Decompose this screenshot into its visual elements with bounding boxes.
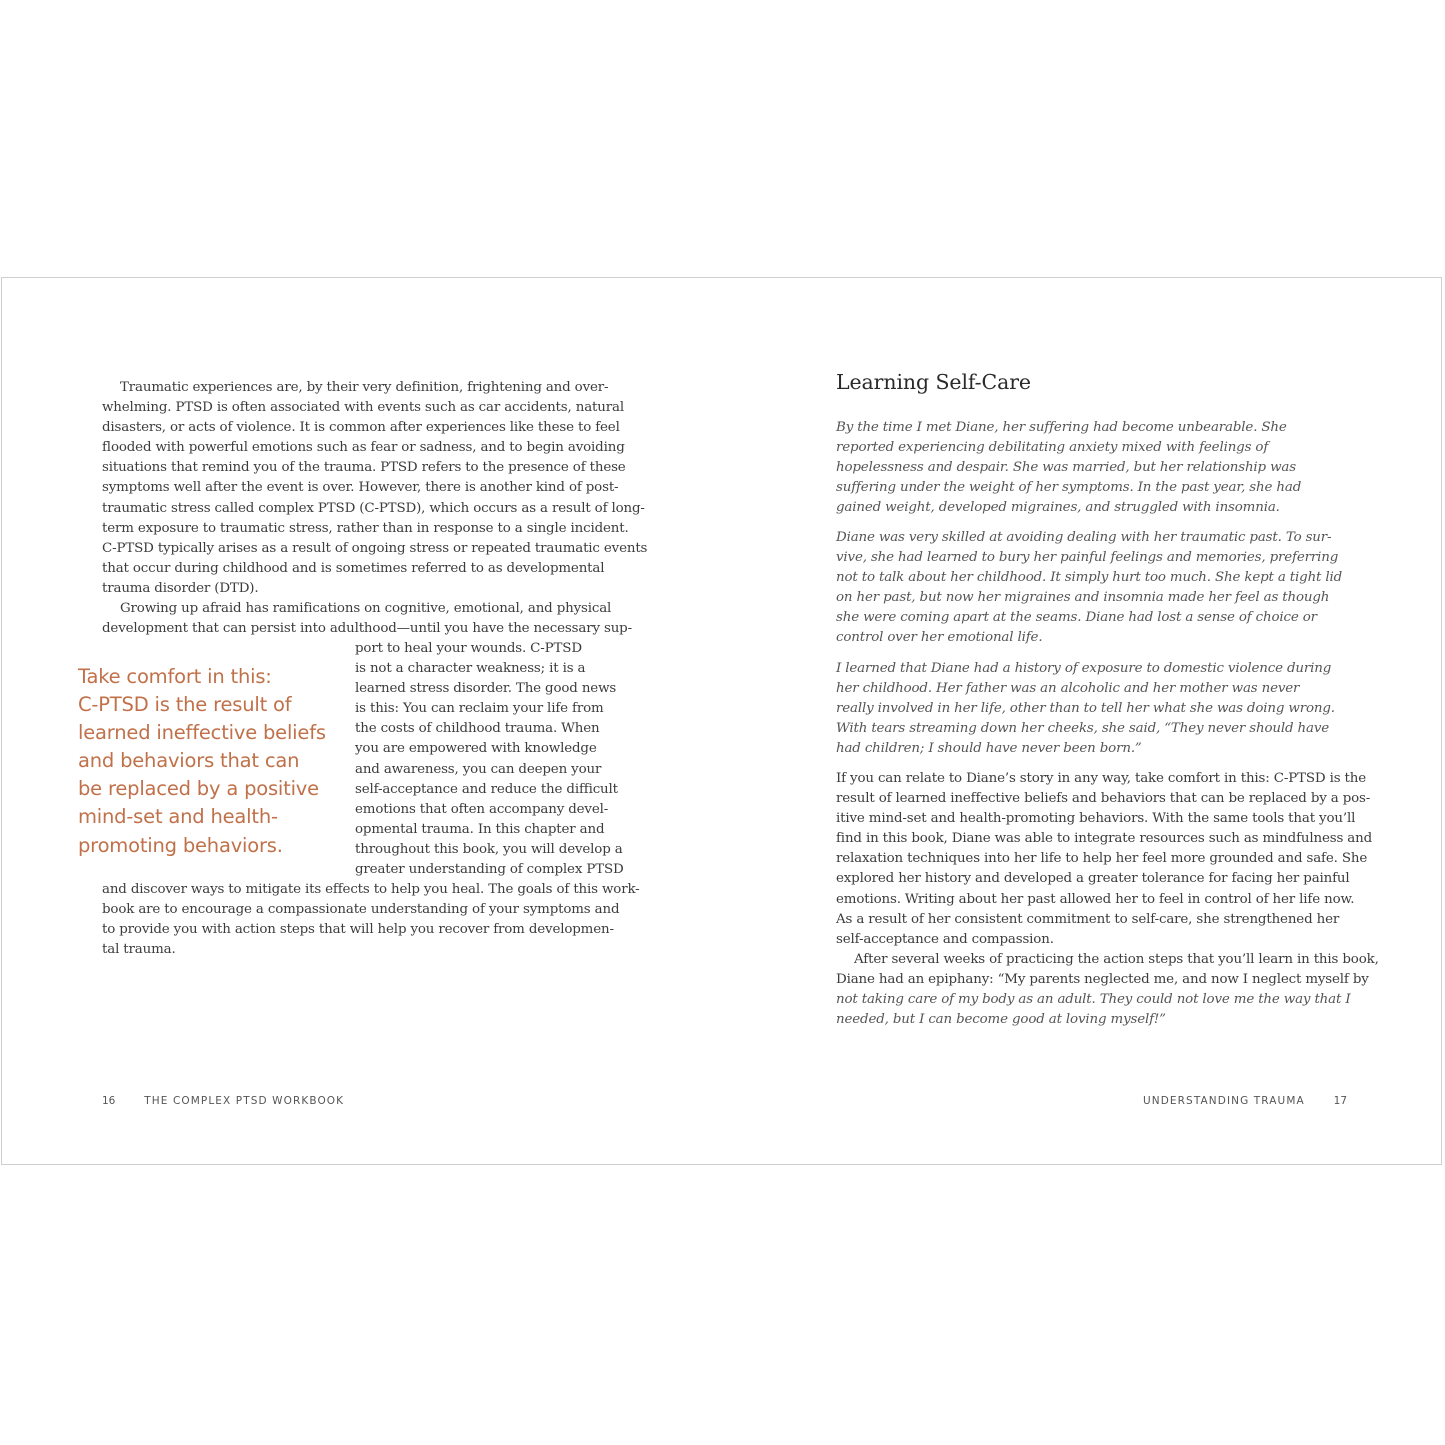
text-line: flooded with powerful emotions such as fear or sadness, and to begin avoiding (102, 440, 625, 456)
text-line: learned stress disorder. The good news (355, 681, 617, 697)
text-line: opmental trauma. In this chapter and (355, 821, 605, 837)
text-line: really involved in her life, other than to tell her what she was doing wrong. (836, 701, 1335, 717)
text-line: After several weeks of practicing the action steps that you’ll learn in this book, (854, 952, 1379, 967)
text-line: and awareness, you can deepen your (355, 761, 602, 777)
pull-quote-line: promoting behaviors. (78, 833, 283, 857)
text-line: tal trauma. (102, 942, 176, 958)
text-line: emotions that often accompany devel- (355, 801, 609, 817)
text-line: whelming. PTSD is often associated with events such as car accidents, natural (102, 400, 624, 416)
text-line: needed, but I can become good at loving myself!” (836, 1012, 1166, 1028)
pull-quote-line: and behaviors that can (78, 749, 300, 773)
text-line: Diane was very skilled at avoiding dealing with her traumatic past. To sur- (836, 530, 1332, 545)
text-line: is this: You can reclaim your life from (355, 701, 604, 717)
text-line: and discover ways to mitigate its effects to help you heal. The goals of this work- (102, 882, 640, 897)
running-title: UNDERSTANDING TRAUMA (1143, 1095, 1305, 1107)
right-paragraph-4 (836, 769, 1372, 950)
text-line: Growing up afraid has ramifications on cognitive, emotional, and physical (120, 601, 612, 617)
text-line: traumatic stress called complex PTSD (C-PTSD), which occurs as a result of long- (102, 500, 645, 516)
pull-quote-line: learned ineffective beliefs (78, 721, 326, 745)
text-line: As a result of her consistent commitment to self-care, she strengthened her (836, 911, 1340, 927)
text-line: book are to encourage a compassionate understanding of your symptoms and (102, 902, 620, 918)
text-line: situations that remind you of the trauma. PTSD refers to the presence of these (102, 460, 626, 476)
text-line: disasters, or acts of violence. It is common after experiences like these to feel (102, 420, 620, 436)
left-paragraph-2-narrow (355, 639, 624, 880)
text-line: to provide you with action steps that will help you recover from developmen- (102, 922, 614, 938)
right-paragraph-5 (836, 950, 1379, 1030)
story-paragraph-2 (836, 528, 1342, 649)
pull-quote-line: C-PTSD is the result of (78, 693, 292, 717)
text-line: By the time I met Diane, her suffering had become unbearable. She (836, 420, 1287, 435)
text-line: Diane had an epiphany: “My parents neglected me, and now I neglect myself by (836, 972, 1369, 988)
text-line: relaxation techniques into her life to help her feel more grounded and safe. She (836, 851, 1368, 867)
text-line: you are empowered with knowledge (355, 741, 597, 757)
text-line: on her past, but now her migraines and insomnia made her feel as though (836, 590, 1330, 606)
text-line: trauma disorder (DTD). (102, 580, 259, 596)
text-line: I learned that Diane had a history of exposure to domestic violence during (836, 661, 1332, 676)
running-title: THE COMPLEX PTSD WORKBOOK (144, 1095, 345, 1107)
text-line: symptoms well after the event is over. However, there is another kind of post- (102, 480, 619, 496)
text-line: greater understanding of complex PTSD (355, 862, 624, 878)
text-line: development that can persist into adulthood—until you have the necessary sup- (102, 621, 632, 637)
text-line: self-acceptance and reduce the difficult (355, 781, 618, 797)
page-number: 17 (1333, 1095, 1348, 1107)
text-line: reported experiencing debilitating anxiety mixed with feelings of (836, 440, 1269, 456)
text-line: result of learned ineffective beliefs and behaviors that can be replaced by a pos- (836, 791, 1371, 807)
text-line: emotions. Writing about her past allowed her to feel in control of her life now. (836, 891, 1355, 907)
text-line: she were coming apart at the seams. Diane had lost a sense of choice or (836, 610, 1317, 626)
pull-quote (78, 663, 326, 860)
text-line: hopelessness and despair. She was married, but her relationship was (836, 460, 1296, 476)
text-line: control over her emotional life. (836, 630, 1043, 646)
text-line: If you can relate to Diane’s story in any way, take comfort in this: C-PTSD is the (836, 771, 1367, 786)
pull-quote-line: Take comfort in this: (78, 665, 272, 688)
pull-quote-line: mind-set and health- (78, 805, 278, 829)
text-line: is not a character weakness; it is a (355, 661, 586, 677)
text-line: C-PTSD typically arises as a result of ongoing stress or repeated traumatic events (102, 540, 648, 556)
left-paragraph-2-end (102, 880, 640, 960)
text-line: her childhood. Her father was an alcoholic and her mother was never (836, 681, 1300, 697)
text-line: Traumatic experiences are, by their very definition, frightening and over- (120, 380, 609, 395)
left-footer (102, 1095, 344, 1107)
text-line: find in this book, Diane was able to integrate resources such as mindfulness and (836, 831, 1373, 847)
text-line: not taking care of my body as an adult. They could not love me the way that I (836, 992, 1351, 1008)
right-footer (1143, 1095, 1347, 1107)
text-line: With tears streaming down her cheeks, she said, “They never should have (836, 721, 1330, 737)
text-line: port to heal your wounds. C-PTSD (355, 641, 582, 656)
text-line: throughout this book, you will develop a (355, 841, 623, 857)
text-line: had children; I should have never been born.” (836, 741, 1142, 757)
left-paragraph-1 (102, 378, 647, 639)
text-line: vive, she had learned to bury her painful feelings and memories, preferring (836, 550, 1339, 566)
text-line: suffering under the weight of her symptoms. In the past year, she had (836, 480, 1302, 496)
text-line: term exposure to traumatic stress, rather than in response to a single incident. (102, 520, 629, 536)
page-number: 16 (102, 1095, 116, 1107)
text-line: the costs of childhood trauma. When (355, 721, 600, 737)
pull-quote-line: be replaced by a positive (78, 777, 319, 801)
text-line: explored her history and developed a greater tolerance for facing her painful (836, 871, 1350, 887)
section-heading: Learning Self-Care (836, 370, 1031, 394)
text-line: not to talk about her childhood. It simply hurt too much. She kept a tight lid (836, 570, 1343, 586)
story-paragraph-3 (836, 659, 1335, 759)
text-line: self-acceptance and compassion. (836, 931, 1054, 947)
story-paragraph-1 (836, 418, 1301, 518)
text-line: itive mind-set and health-promoting behaviors. With the same tools that you’ll (836, 811, 1356, 827)
text-line: gained weight, developed migraines, and struggled with insomnia. (836, 500, 1280, 516)
text-line: that occur during childhood and is sometimes referred to as developmental (102, 560, 605, 576)
